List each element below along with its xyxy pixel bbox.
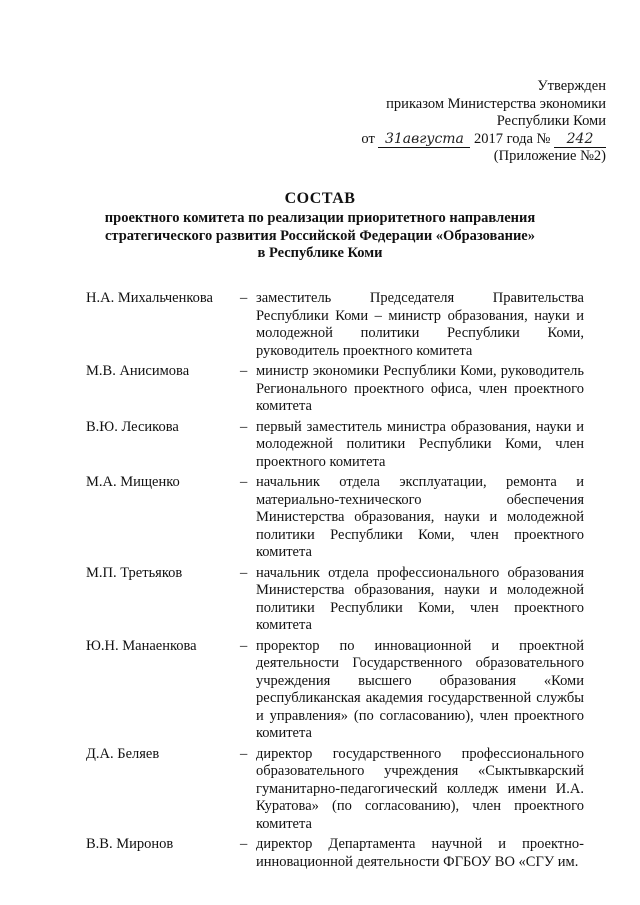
member-row xyxy=(0,565,640,635)
from-label: от xyxy=(361,130,375,147)
member-description: начальник отдела эксплуатации, ремонта и материально-технического обеспечения Министерства образования, науки и молодежной политики Республики Коми, член проектного комитета xyxy=(256,474,584,560)
title-line-1: проектного комитета по реализации приоритетного направления xyxy=(104,210,536,226)
member-name: М.А. Мищенко xyxy=(86,474,180,490)
member-row xyxy=(0,746,640,834)
member-name: Д.А. Беляев xyxy=(86,745,160,762)
title-line-3: в Республике Коми xyxy=(257,245,383,261)
approval-date-line xyxy=(361,131,606,149)
member-row xyxy=(0,638,640,743)
member-description: директор Департамента научной и проектно-инновационной деятельности ФГБОУ ВО «СГУ им. xyxy=(256,836,584,870)
appendix-label: (Приложение №2) xyxy=(493,148,606,164)
member-description: министр экономики Республики Коми, руководитель Регионального проектного офиса, член проектного комитета xyxy=(256,363,584,414)
year-text: 2017 года № xyxy=(474,130,551,147)
member-name: М.В. Анисимова xyxy=(86,363,190,379)
member-name: М.П. Третьяков xyxy=(86,564,183,581)
member-description: директор государственного профессионального образовательного учреждения «Сыктывкарский гуманитарно-педагогический колледж имени И.А. Куратова» (по согласованию), член проектного комитета xyxy=(256,745,584,832)
member-description: первый заместитель министра образования, науки и молодежной политики Республики Коми, член проектного комитета xyxy=(256,418,584,470)
member-name: В.Ю. Лесикова xyxy=(86,418,179,435)
member-row xyxy=(0,363,640,416)
member-dash: – xyxy=(240,564,248,581)
member-row xyxy=(0,474,640,562)
title-line-2: стратегического развития Российской Федерации «Образование» xyxy=(104,227,535,244)
member-dash: – xyxy=(240,745,248,762)
document-title xyxy=(40,188,600,263)
member-row xyxy=(0,290,640,360)
member-dash: – xyxy=(240,836,248,852)
member-name: В.В. Миронов xyxy=(86,836,174,852)
member-name: Ю.Н. Манаенкова xyxy=(86,637,197,654)
member-row xyxy=(0,836,640,871)
member-dash: – xyxy=(240,637,248,654)
member-description: заместитель Председателя Правительства Республики Коми – министр образования, науки и молодежной политики Республики Коми, руководитель проектного комитета xyxy=(256,290,584,359)
member-dash: – xyxy=(240,363,248,379)
member-description: проректор по инновационной и проектной деятельности Государственного образовательного учреждения высшего образования «Коми республиканская академия государственной службы и управления» (по согласованию), член проектного комитета xyxy=(256,637,584,741)
approval-line-republic: Республики Коми xyxy=(496,113,606,129)
member-name: Н.А. Михальченкова xyxy=(86,290,213,306)
approval-line-order: приказом Министерства экономики xyxy=(386,95,606,112)
member-dash: – xyxy=(240,474,248,490)
members-list xyxy=(0,290,640,874)
member-row xyxy=(0,419,640,472)
member-dash: – xyxy=(240,418,248,435)
title-heading: СОСТАВ xyxy=(284,190,356,207)
handwritten-number: 242 xyxy=(554,132,606,148)
member-description: начальник отдела профессионального образования Министерства образования, науки и молодежной политики Республики Коми, член проектного комитета xyxy=(256,564,584,633)
handwritten-date: 31августа xyxy=(378,132,470,148)
approval-line-approved: Утвержден xyxy=(537,78,606,94)
approval-block xyxy=(361,78,606,166)
member-dash: – xyxy=(240,290,248,306)
